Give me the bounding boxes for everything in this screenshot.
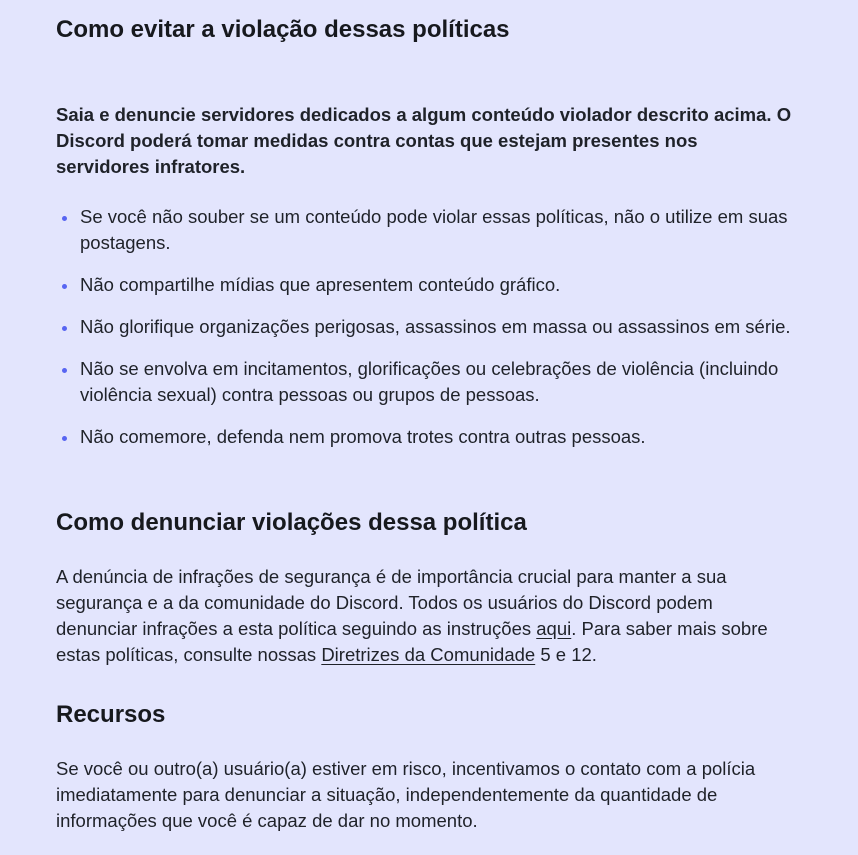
list-item [56, 314, 816, 340]
bullet-dot-icon [62, 284, 67, 289]
list-item [56, 272, 816, 298]
report-text-part: A denúncia de infrações de segurança é de importância crucial para manter a sua segurança e a da comunidade do Discord. Todos os usuários do Discord podem denunciar infrações a esta política seguindo as instruções [56, 566, 727, 639]
report-text-part: 5 e 12. [535, 644, 597, 665]
avoid-intro-text: Saia e denuncie servidores dedicados a algum conteúdo violador descrito acima. O Discord poderá tomar medidas contra contas que estejam presentes nos servidores infratores. [56, 104, 792, 177]
resources-paragraph: Se você ou outro(a) usuário(a) estiver em risco, incentivamos o contato com a polícia imediatamente para denunciar a situação, independentemente da quantidade de informações que você é capaz de dar no momento. [56, 758, 756, 831]
list-item-text: Não se envolva em incitamentos, glorificações ou celebrações de violência (incluindo violência sexual) contra pessoas ou grupos de pessoas. [80, 358, 779, 405]
report-paragraph [56, 564, 796, 668]
here-link[interactable]: aqui [536, 618, 572, 639]
bullet-dot-icon [62, 216, 67, 221]
community-guidelines-link[interactable]: Diretrizes da Comunidade [321, 644, 536, 665]
list-item-text: Se você não souber se um conteúdo pode violar essas políticas, não o utilize em suas postagens. [80, 206, 788, 253]
list-item-text: Não glorifique organizações perigosas, assassinos em massa ou assassinos em série. [80, 316, 791, 337]
avoid-bullet-list [56, 204, 816, 466]
bullet-dot-icon [62, 326, 67, 331]
report-text-part: . Para saber mais sobre estas políticas, consulte nossas [56, 618, 768, 665]
list-item-text: Não comemore, defenda nem promova trotes contra outras pessoas. [80, 426, 646, 447]
heading-resources: Recursos [56, 701, 166, 728]
bullet-dot-icon [62, 368, 67, 373]
heading-report-violation: Como denunciar violações dessa política [56, 509, 527, 536]
bullet-dot-icon [62, 436, 67, 441]
heading-avoid-violation: Como evitar a violação dessas políticas [56, 16, 510, 43]
list-item-text: Não compartilhe mídias que apresentem conteúdo gráfico. [80, 274, 561, 295]
list-item [56, 204, 816, 256]
list-item [56, 356, 816, 408]
list-item [56, 424, 816, 450]
